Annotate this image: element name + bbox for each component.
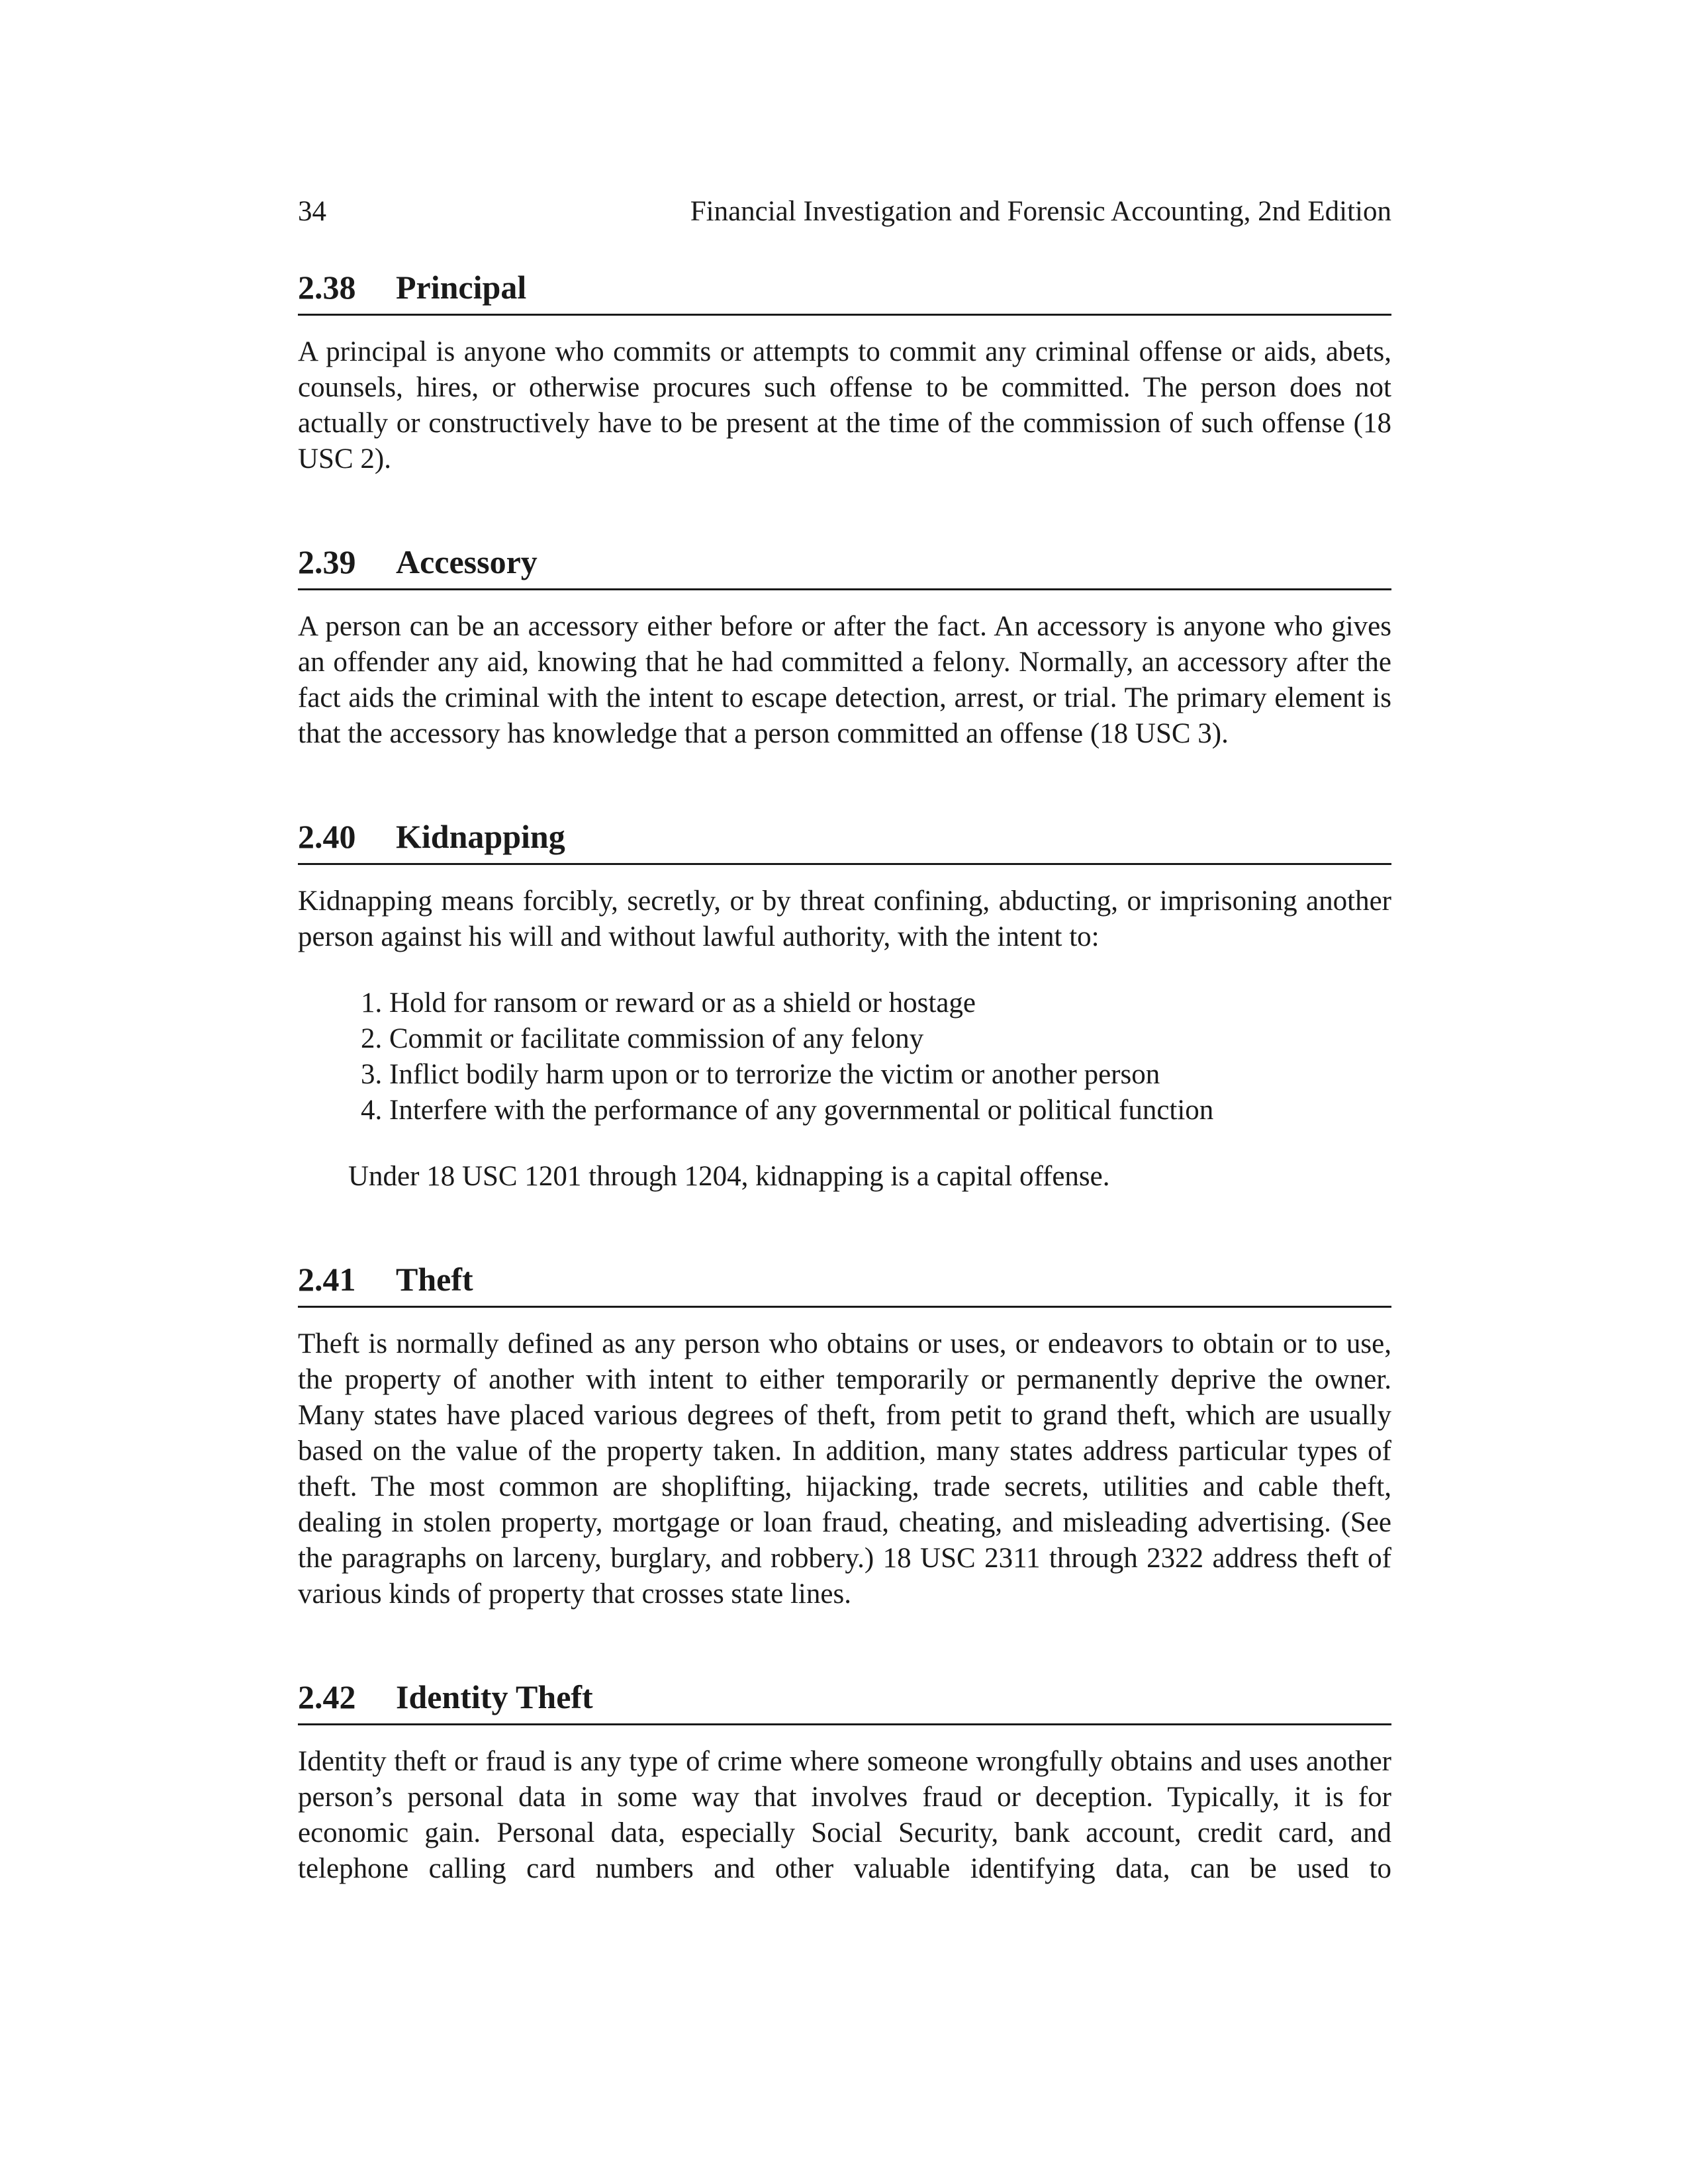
section-paragraph: A person can be an accessory either before or after the fact. An accessory is anyone who gives an offender any aid, knowing that he had committed a felony. Normally, an accessory after the fact aids the criminal with the intent to escape detection, arrest, or trial. The primary element is that the accessory has knowledge that a person committed an offense (18 USC 3). <box>298 611 1391 749</box>
section-number: 2.38 <box>298 269 356 306</box>
section-title: Principal <box>396 269 527 306</box>
section-number: 2.40 <box>298 818 356 855</box>
section-number: 2.39 <box>298 543 356 580</box>
section-note: Under 18 USC 1201 through 1204, kidnapping is a capital offense. <box>348 1161 1110 1192</box>
section-title: Theft <box>396 1261 473 1298</box>
section-principal <box>298 266 1391 477</box>
section-identity-theft <box>298 1676 1391 1887</box>
section-paragraph: Kidnapping means forcibly, secretly, or by threat confining, abducting, or imprisoning another person against his will and without lawful authority, with the intent to: <box>298 886 1391 952</box>
list-item: 4. Interfere with the performance of any governmental or political function <box>389 1093 1391 1128</box>
document-page <box>298 192 1391 1887</box>
section-paragraph: Identity theft or fraud is any type of crime where someone wrongfully obtains and uses another person’s personal data in some way that involves fraud or deception. Typically, it is for economic gain. Personal data, especially Social Security, bank account, credit card, and telephone calling card numbers and other valuable identifying data, can be used to <box>298 1746 1391 1884</box>
section-number: 2.42 <box>298 1678 356 1715</box>
section-number: 2.41 <box>298 1261 356 1298</box>
section-title: Identity Theft <box>396 1678 593 1715</box>
section-paragraph: Theft is normally defined as any person who obtains or uses, or endeavors to obtain or to use, the property of another with intent to either temporarily or permanently deprive the owner. Many states have placed various degrees of theft, from petit to grand theft, which are usually based on the value of the property taken. In addition, many states address particular types of theft. The most common are shoplifting, hijacking, trade secrets, utilities and cable theft, dealing in stolen property, mortgage or loan fraud, cheating, and misleading advertising. (See the paragraphs on larceny, burglary, and robbery.) 18 USC 2311 through 2322 address theft of various kinds of property that crosses state lines. <box>298 1328 1391 1610</box>
intent-list <box>298 985 1391 1128</box>
section-title: Kidnapping <box>396 818 565 855</box>
page-number: 34 <box>298 196 326 227</box>
running-head <box>298 192 1391 232</box>
section-accessory <box>298 541 1391 752</box>
section-heading <box>298 1676 1391 1725</box>
list-item: 1. Hold for ransom or reward or as a shield or hostage <box>389 985 1391 1021</box>
section-heading <box>298 266 1391 316</box>
section-kidnapping <box>298 815 1391 1195</box>
section-theft <box>298 1258 1391 1612</box>
list-item: 3. Inflict bodily harm upon or to terrorize the victim or another person <box>389 1057 1391 1093</box>
section-heading <box>298 541 1391 590</box>
section-paragraph: A principal is anyone who commits or attempts to commit any criminal offense or aids, abets, counsels, hires, or otherwise procures such offense to be committed. The person does not actually or constructively have to be present at the time of the commission of such offense (18 USC 2). <box>298 336 1391 475</box>
section-heading <box>298 1258 1391 1308</box>
section-heading <box>298 815 1391 865</box>
book-title: Financial Investigation and Forensic Accounting, 2nd Edition <box>690 196 1391 227</box>
list-item: 2. Commit or facilitate commission of any felony <box>389 1021 1391 1057</box>
section-title: Accessory <box>396 543 538 580</box>
